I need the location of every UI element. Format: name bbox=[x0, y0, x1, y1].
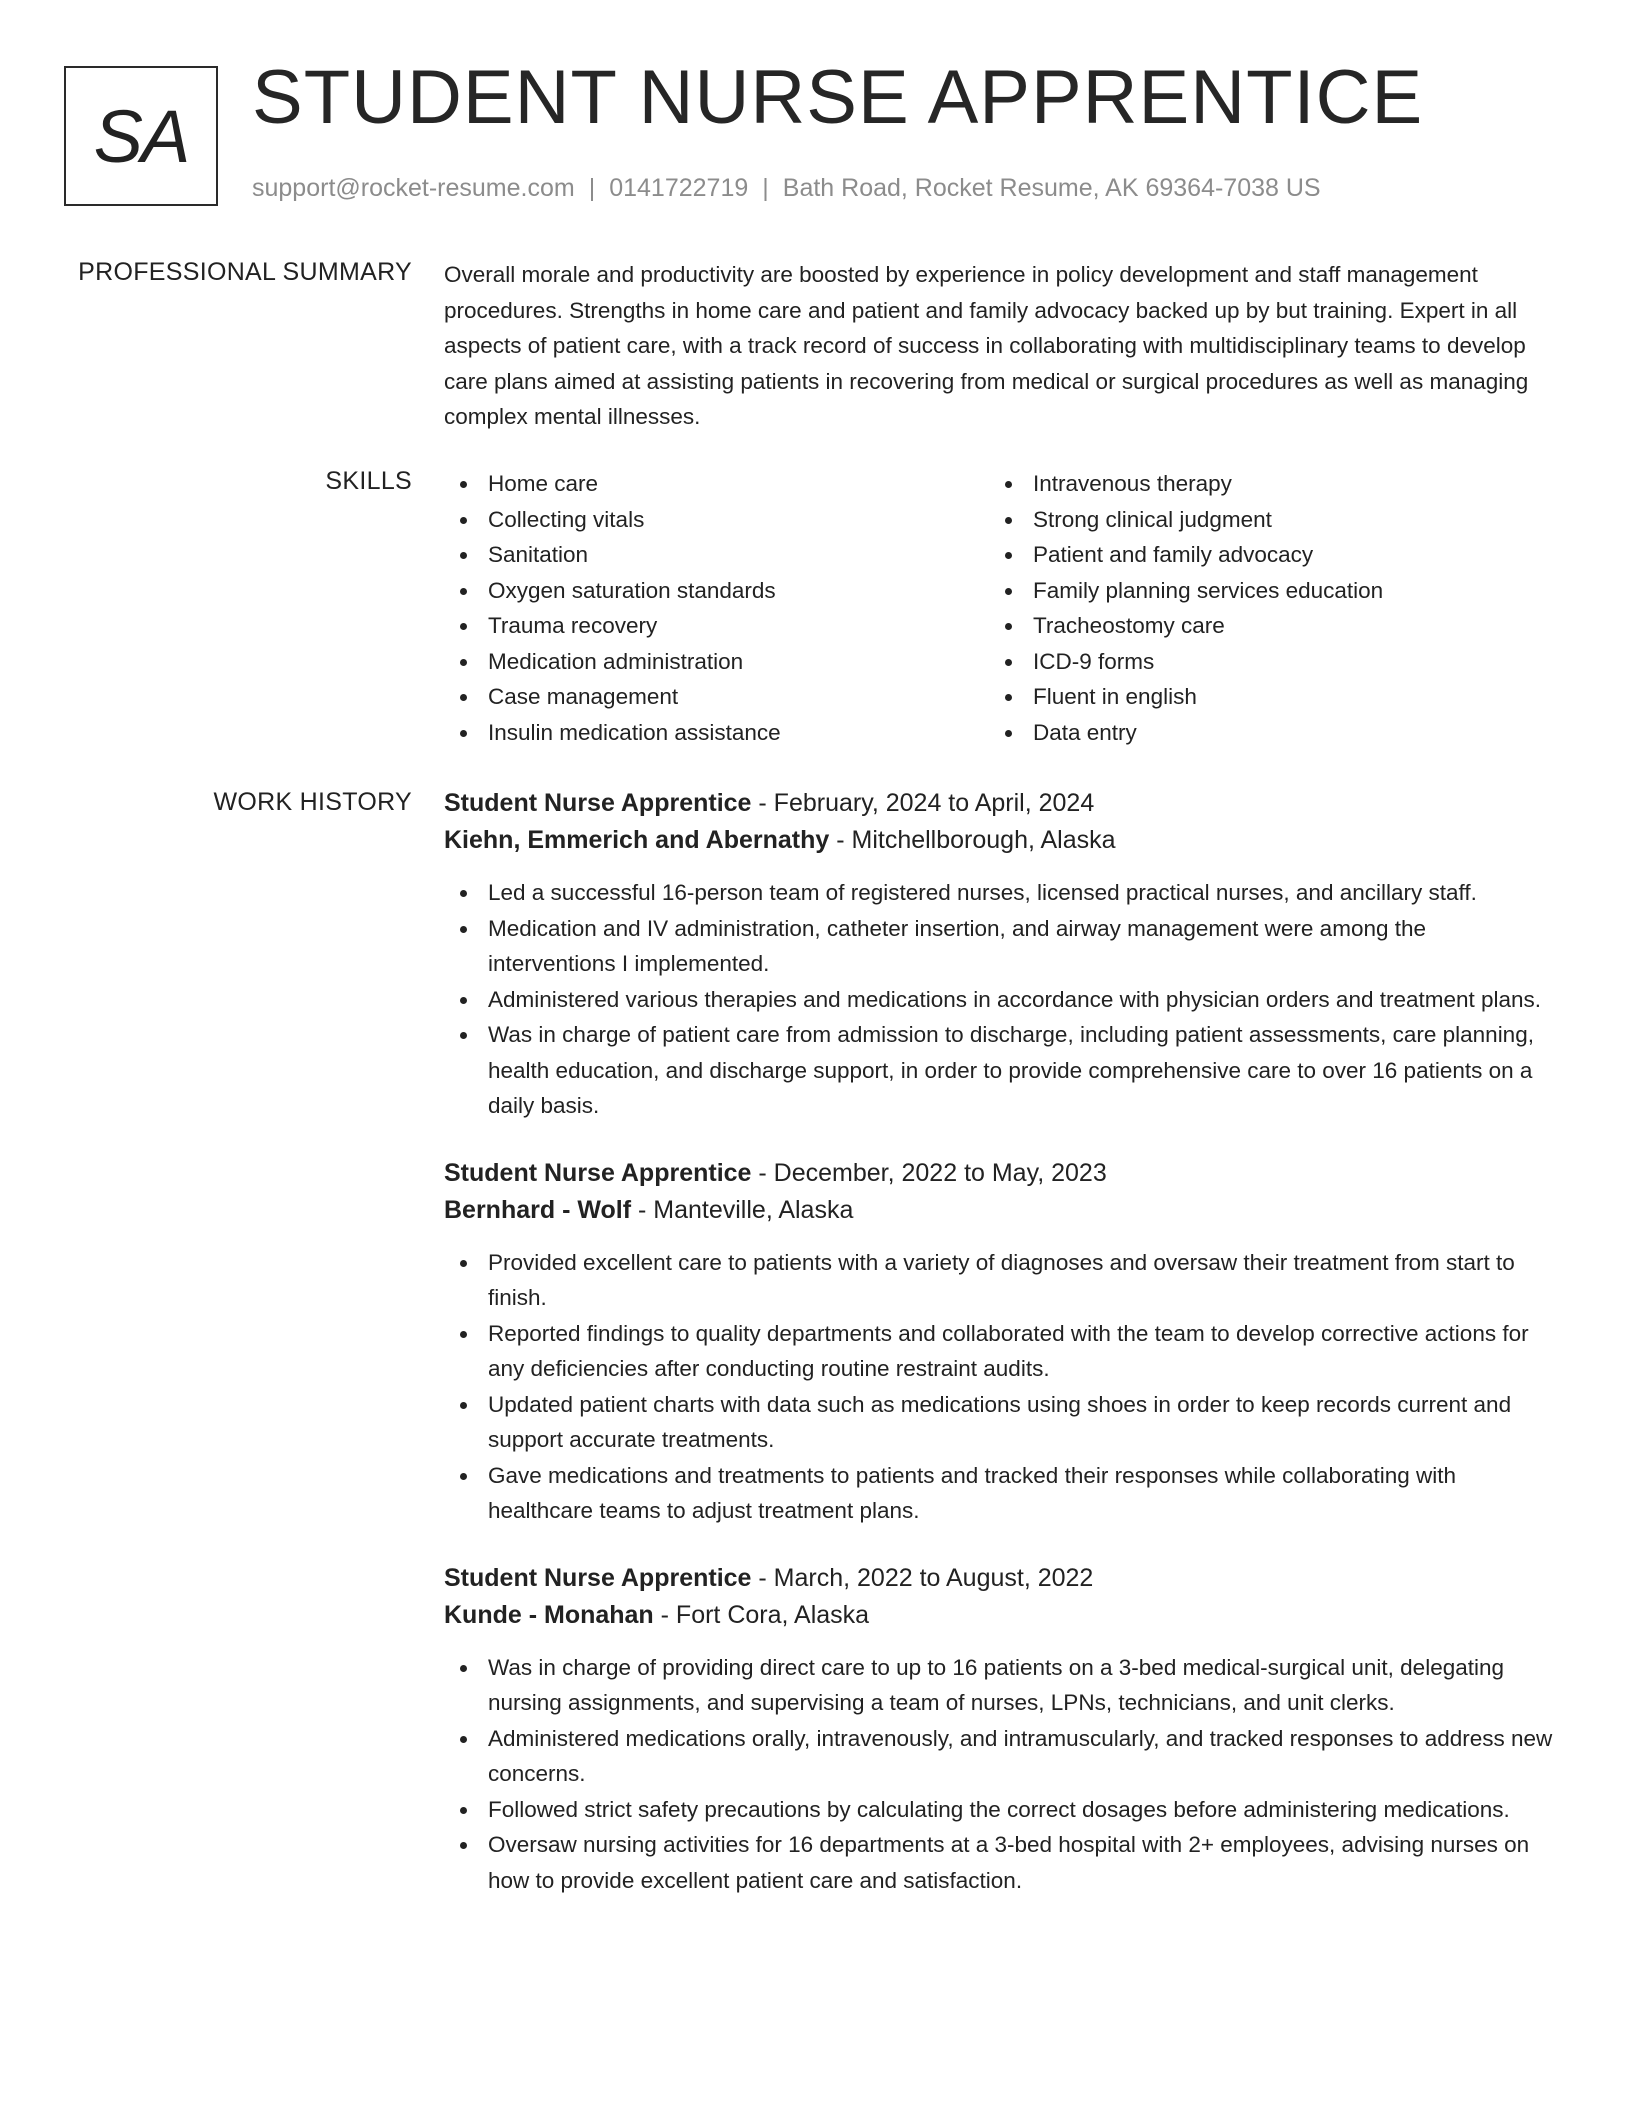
job-bullet: Administered various therapies and medications in accordance with physician orders and treatment plans. bbox=[444, 982, 1554, 1018]
resume-name: STUDENT NURSE APPRENTICE bbox=[252, 55, 1424, 140]
skill-item: Data entry bbox=[989, 715, 1534, 751]
work-history-heading: WORK HISTORY bbox=[213, 788, 412, 816]
job-dates: - February, 2024 to April, 2024 bbox=[751, 789, 1095, 817]
skills-heading: SKILLS bbox=[325, 467, 412, 495]
skill-item: Collecting vitals bbox=[444, 502, 989, 538]
contact-phone: 0141722719 bbox=[609, 174, 749, 202]
job-entry bbox=[444, 1560, 1554, 1899]
job-bullets bbox=[444, 1245, 1554, 1529]
skill-item: Case management bbox=[444, 679, 989, 715]
skill-item: Insulin medication assistance bbox=[444, 715, 989, 751]
monogram-box bbox=[64, 66, 218, 206]
job-company-line bbox=[444, 1192, 1554, 1229]
job-bullet: Was in charge of providing direct care to up to 16 patients on a 3-bed medical-surgical unit, delegating nursing assignments, and supervising a team of nurses, LPNs, technicians, and unit clerks. bbox=[444, 1650, 1554, 1721]
job-bullet: Updated patient charts with data such as medications using shoes in order to keep records current and support accurate treatments. bbox=[444, 1387, 1554, 1458]
monogram-initials: SA bbox=[93, 94, 189, 178]
skill-item: Oxygen saturation standards bbox=[444, 573, 989, 609]
job-dates: - March, 2022 to August, 2022 bbox=[751, 1563, 1094, 1592]
job-role: Student Nurse Apprentice bbox=[444, 789, 752, 817]
job-bullet: Was in charge of patient care from admission to discharge, including patient assessments, care planning, health education, and discharge support, in order to provide comprehensive care to over 16 patients on a daily basis. bbox=[444, 1017, 1554, 1124]
skills-list-left bbox=[444, 466, 989, 750]
skill-item: Intravenous therapy bbox=[989, 466, 1534, 502]
job-dates: - December, 2022 to May, 2023 bbox=[751, 1158, 1107, 1187]
job-entry bbox=[444, 1155, 1554, 1529]
skill-item: Patient and family advocacy bbox=[989, 537, 1534, 573]
skill-item: Trauma recovery bbox=[444, 608, 989, 644]
job-bullets bbox=[444, 1650, 1554, 1899]
job-location: - Manteville, Alaska bbox=[631, 1195, 854, 1224]
job-location: - Fort Cora, Alaska bbox=[653, 1600, 870, 1629]
job-title-line bbox=[444, 1560, 1554, 1597]
job-title-line bbox=[444, 785, 1554, 822]
contact-separator: | bbox=[762, 174, 769, 202]
job-location: - Mitchellborough, Alaska bbox=[829, 826, 1116, 854]
job-entry bbox=[444, 785, 1554, 1124]
job-role: Student Nurse Apprentice bbox=[444, 1563, 752, 1592]
job-bullet: Medication and IV administration, catheter insertion, and airway management were among the interventions I implemented. bbox=[444, 911, 1554, 982]
job-bullet: Provided excellent care to patients with a variety of diagnoses and oversaw their treatment from start to finish. bbox=[444, 1245, 1554, 1316]
skill-item: Tracheostomy care bbox=[989, 608, 1534, 644]
skill-item: Fluent in english bbox=[989, 679, 1534, 715]
job-bullet: Led a successful 16-person team of registered nurses, licensed practical nurses, and ancillary staff. bbox=[444, 875, 1554, 911]
job-bullet: Oversaw nursing activities for 16 departments at a 3-bed hospital with 2+ employees, advising nurses on how to provide excellent patient care and satisfaction. bbox=[444, 1827, 1554, 1898]
job-company: Bernhard - Wolf bbox=[444, 1195, 632, 1224]
summary-heading: PROFESSIONAL SUMMARY bbox=[78, 258, 412, 286]
job-bullet: Gave medications and treatments to patients and tracked their responses while collaborating with healthcare teams to adjust treatment plans. bbox=[444, 1458, 1554, 1529]
summary-body bbox=[444, 257, 1554, 435]
job-company: Kiehn, Emmerich and Abernathy bbox=[444, 826, 830, 854]
contact-line bbox=[252, 174, 1321, 203]
skills-body bbox=[444, 466, 1554, 750]
job-bullet: Administered medications orally, intravenously, and intramuscularly, and tracked responses to address new concerns. bbox=[444, 1721, 1554, 1792]
job-role: Student Nurse Apprentice bbox=[444, 1158, 752, 1187]
skill-item: ICD-9 forms bbox=[989, 644, 1534, 680]
contact-address: Bath Road, Rocket Resume, AK 69364-7038 US bbox=[782, 174, 1321, 202]
contact-email: support@rocket-resume.com bbox=[252, 174, 575, 202]
work-history-body bbox=[444, 785, 1554, 1929]
contact-separator: | bbox=[588, 174, 596, 202]
job-company-line bbox=[444, 1597, 1554, 1634]
job-company-line bbox=[444, 822, 1554, 859]
job-bullets bbox=[444, 875, 1554, 1124]
skill-item: Strong clinical judgment bbox=[989, 502, 1534, 538]
job-title-line bbox=[444, 1155, 1554, 1192]
job-bullet: Followed strict safety precautions by calculating the correct dosages before administering medications. bbox=[444, 1792, 1554, 1828]
skill-item: Medication administration bbox=[444, 644, 989, 680]
skill-item: Home care bbox=[444, 466, 989, 502]
job-company: Kunde - Monahan bbox=[444, 1600, 654, 1629]
skills-list-right bbox=[989, 466, 1534, 750]
job-bullet: Reported findings to quality departments and collaborated with the team to develop corrective actions for any deficiencies after conducting routine restraint audits. bbox=[444, 1316, 1554, 1387]
skill-item: Sanitation bbox=[444, 537, 989, 573]
summary-text: Overall morale and productivity are boosted by experience in policy development and staff management procedures. Strengths in home care and patient and family advocacy backed up by but training. Expert in all aspects of patient care, with a track record of success in collaborating with multidisciplinary teams to develop care plans aimed at assisting patients in recovering from medical or surgical procedures as well as managing complex mental illnesses. bbox=[444, 262, 1529, 429]
skill-item: Family planning services education bbox=[989, 573, 1534, 609]
